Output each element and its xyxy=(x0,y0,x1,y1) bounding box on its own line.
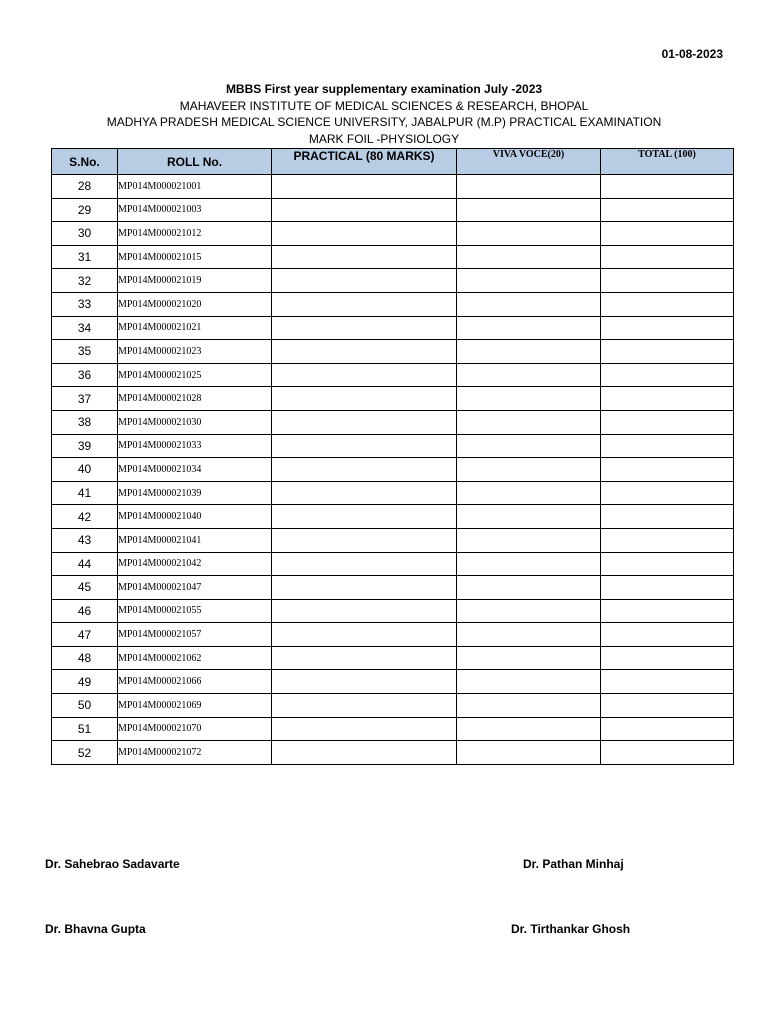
table-row xyxy=(52,387,734,411)
roll-no-cell: MP014M000021066 xyxy=(118,670,272,694)
table-row xyxy=(52,528,734,552)
viva-voce-marks-cell[interactable] xyxy=(457,694,601,718)
column-header-practical: PRACTICAL (80 MARKS) xyxy=(272,149,457,175)
roll-no-cell: MP014M000021021 xyxy=(118,316,272,340)
roll-no-cell: MP014M000021001 xyxy=(118,175,272,199)
roll-no-cell: MP014M000021020 xyxy=(118,292,272,316)
roll-no-cell: MP014M000021033 xyxy=(118,434,272,458)
viva-voce-marks-cell[interactable] xyxy=(457,434,601,458)
viva-voce-marks-cell[interactable] xyxy=(457,458,601,482)
practical-marks-cell[interactable] xyxy=(272,552,457,576)
viva-voce-marks-cell[interactable] xyxy=(457,505,601,529)
practical-marks-cell[interactable] xyxy=(272,741,457,765)
total-marks-cell[interactable] xyxy=(601,269,734,293)
viva-voce-marks-cell[interactable] xyxy=(457,387,601,411)
total-marks-cell[interactable] xyxy=(601,222,734,246)
sno-cell: 52 xyxy=(52,741,118,765)
table-row xyxy=(52,576,734,600)
total-marks-cell[interactable] xyxy=(601,363,734,387)
practical-marks-cell[interactable] xyxy=(272,623,457,647)
column-header-roll-no: ROLL No. xyxy=(118,149,272,175)
roll-no-cell: MP014M000021057 xyxy=(118,623,272,647)
roll-no-cell: MP014M000021055 xyxy=(118,599,272,623)
total-marks-cell[interactable] xyxy=(601,599,734,623)
sno-cell: 38 xyxy=(52,410,118,434)
total-marks-cell[interactable] xyxy=(601,340,734,364)
exam-title: MBBS First year supplementary examination July -2023 xyxy=(225,82,543,96)
practical-marks-cell[interactable] xyxy=(272,198,457,222)
sno-cell: 28 xyxy=(52,175,118,199)
total-marks-cell[interactable] xyxy=(601,505,734,529)
sno-cell: 50 xyxy=(52,694,118,718)
document-header xyxy=(0,81,768,147)
total-marks-cell[interactable] xyxy=(601,694,734,718)
viva-voce-marks-cell[interactable] xyxy=(457,623,601,647)
sno-cell: 37 xyxy=(52,387,118,411)
table-row xyxy=(52,269,734,293)
total-marks-cell[interactable] xyxy=(601,387,734,411)
table-row xyxy=(52,623,734,647)
practical-marks-cell[interactable] xyxy=(272,410,457,434)
roll-no-cell: MP014M000021025 xyxy=(118,363,272,387)
viva-voce-marks-cell[interactable] xyxy=(457,340,601,364)
table-row xyxy=(52,363,734,387)
viva-voce-marks-cell[interactable] xyxy=(457,292,601,316)
table-row xyxy=(52,458,734,482)
table-row xyxy=(52,410,734,434)
table-row xyxy=(52,481,734,505)
table-row xyxy=(52,741,734,765)
table-row xyxy=(52,670,734,694)
viva-voce-marks-cell[interactable] xyxy=(457,481,601,505)
marks-table-body xyxy=(52,175,734,765)
viva-voce-marks-cell[interactable] xyxy=(457,198,601,222)
mark-foil-subtitle: MARK FOIL -PHYSIOLOGY xyxy=(308,131,460,146)
column-header-total: TOTAL (100) xyxy=(601,149,734,175)
total-marks-cell[interactable] xyxy=(601,623,734,647)
practical-marks-cell[interactable] xyxy=(272,505,457,529)
total-marks-cell[interactable] xyxy=(601,245,734,269)
viva-voce-marks-cell[interactable] xyxy=(457,646,601,670)
practical-marks-cell[interactable] xyxy=(272,316,457,340)
table-row xyxy=(52,175,734,199)
sno-cell: 42 xyxy=(52,505,118,529)
roll-no-cell: MP014M000021012 xyxy=(118,222,272,246)
table-row xyxy=(52,245,734,269)
institute-name: MAHAVEER INSTITUTE OF MEDICAL SCIENCES & RESEARCH, BHOPAL xyxy=(179,98,589,113)
sno-cell: 43 xyxy=(52,528,118,552)
viva-voce-marks-cell[interactable] xyxy=(457,741,601,765)
sno-cell: 47 xyxy=(52,623,118,647)
roll-no-cell: MP014M000021034 xyxy=(118,458,272,482)
signatory-bhavna-gupta: Dr. Bhavna Gupta xyxy=(45,922,146,936)
total-marks-cell[interactable] xyxy=(601,717,734,741)
practical-marks-cell[interactable] xyxy=(272,576,457,600)
sno-cell: 33 xyxy=(52,292,118,316)
roll-no-cell: MP014M000021069 xyxy=(118,694,272,718)
roll-no-cell: MP014M000021047 xyxy=(118,576,272,600)
viva-voce-marks-cell[interactable] xyxy=(457,175,601,199)
document-date: 01-08-2023 xyxy=(661,47,723,61)
table-row xyxy=(52,717,734,741)
roll-no-cell: MP014M000021039 xyxy=(118,481,272,505)
sno-cell: 31 xyxy=(52,245,118,269)
sno-cell: 51 xyxy=(52,717,118,741)
viva-voce-marks-cell[interactable] xyxy=(457,245,601,269)
viva-voce-marks-cell[interactable] xyxy=(457,599,601,623)
sno-cell: 44 xyxy=(52,552,118,576)
total-marks-cell[interactable] xyxy=(601,528,734,552)
sno-cell: 45 xyxy=(52,576,118,600)
roll-no-cell: MP014M000021062 xyxy=(118,646,272,670)
table-header-row xyxy=(52,149,734,175)
total-marks-cell[interactable] xyxy=(601,410,734,434)
table-row xyxy=(52,434,734,458)
total-marks-cell[interactable] xyxy=(601,458,734,482)
sno-cell: 48 xyxy=(52,646,118,670)
practical-marks-cell[interactable] xyxy=(272,175,457,199)
roll-no-cell: MP014M000021003 xyxy=(118,198,272,222)
practical-marks-cell[interactable] xyxy=(272,292,457,316)
roll-no-cell: MP014M000021072 xyxy=(118,741,272,765)
viva-voce-marks-cell[interactable] xyxy=(457,410,601,434)
column-header-sno: S.No. xyxy=(52,149,118,175)
total-marks-cell[interactable] xyxy=(601,646,734,670)
practical-marks-cell[interactable] xyxy=(272,434,457,458)
viva-voce-marks-cell[interactable] xyxy=(457,222,601,246)
sno-cell: 32 xyxy=(52,269,118,293)
total-marks-cell[interactable] xyxy=(601,741,734,765)
roll-no-cell: MP014M000021030 xyxy=(118,410,272,434)
practical-marks-cell[interactable] xyxy=(272,646,457,670)
roll-no-cell: MP014M000021040 xyxy=(118,505,272,529)
roll-no-cell: MP014M000021042 xyxy=(118,552,272,576)
total-marks-cell[interactable] xyxy=(601,576,734,600)
table-row xyxy=(52,694,734,718)
column-header-viva-voce: VIVA VOCE(20) xyxy=(457,149,601,175)
signatory-sahebrao-sadavarte: Dr. Sahebrao Sadavarte xyxy=(45,857,180,871)
viva-voce-marks-cell[interactable] xyxy=(457,670,601,694)
viva-voce-marks-cell[interactable] xyxy=(457,717,601,741)
total-marks-cell[interactable] xyxy=(601,292,734,316)
signatory-pathan-minhaj: Dr. Pathan Minhaj xyxy=(523,857,624,871)
roll-no-cell: MP014M000021028 xyxy=(118,387,272,411)
sno-cell: 49 xyxy=(52,670,118,694)
practical-marks-cell[interactable] xyxy=(272,670,457,694)
total-marks-cell[interactable] xyxy=(601,552,734,576)
total-marks-cell[interactable] xyxy=(601,670,734,694)
table-row xyxy=(52,646,734,670)
practical-marks-cell[interactable] xyxy=(272,363,457,387)
roll-no-cell: MP014M000021019 xyxy=(118,269,272,293)
practical-marks-cell[interactable] xyxy=(272,458,457,482)
roll-no-cell: MP014M000021041 xyxy=(118,528,272,552)
sno-cell: 46 xyxy=(52,599,118,623)
practical-marks-cell[interactable] xyxy=(272,528,457,552)
sno-cell: 41 xyxy=(52,481,118,505)
signatory-tirthankar-ghosh: Dr. Tirthankar Ghosh xyxy=(511,922,631,936)
viva-voce-marks-cell[interactable] xyxy=(457,576,601,600)
sno-cell: 35 xyxy=(52,340,118,364)
total-marks-cell[interactable] xyxy=(601,434,734,458)
practical-marks-cell[interactable] xyxy=(272,481,457,505)
total-marks-cell[interactable] xyxy=(601,175,734,199)
sno-cell: 36 xyxy=(52,363,118,387)
total-marks-cell[interactable] xyxy=(601,481,734,505)
roll-no-cell: MP014M000021070 xyxy=(118,717,272,741)
practical-marks-cell[interactable] xyxy=(272,222,457,246)
table-row xyxy=(52,340,734,364)
table-row xyxy=(52,505,734,529)
practical-marks-cell[interactable] xyxy=(272,387,457,411)
table-row xyxy=(52,292,734,316)
practical-marks-cell[interactable] xyxy=(272,340,457,364)
sno-cell: 29 xyxy=(52,198,118,222)
viva-voce-marks-cell[interactable] xyxy=(457,363,601,387)
practical-marks-cell[interactable] xyxy=(272,599,457,623)
table-row xyxy=(52,316,734,340)
practical-marks-cell[interactable] xyxy=(272,717,457,741)
table-row xyxy=(52,599,734,623)
viva-voce-marks-cell[interactable] xyxy=(457,552,601,576)
practical-marks-cell[interactable] xyxy=(272,269,457,293)
practical-marks-cell[interactable] xyxy=(272,245,457,269)
table-row xyxy=(52,198,734,222)
total-marks-cell[interactable] xyxy=(601,198,734,222)
sno-cell: 34 xyxy=(52,316,118,340)
total-marks-cell[interactable] xyxy=(601,316,734,340)
roll-no-cell: MP014M000021023 xyxy=(118,340,272,364)
viva-voce-marks-cell[interactable] xyxy=(457,269,601,293)
sno-cell: 39 xyxy=(52,434,118,458)
sno-cell: 30 xyxy=(52,222,118,246)
table-row xyxy=(52,222,734,246)
sno-cell: 40 xyxy=(52,458,118,482)
table-row xyxy=(52,552,734,576)
viva-voce-marks-cell[interactable] xyxy=(457,528,601,552)
university-name: MADHYA PRADESH MEDICAL SCIENCE UNIVERSITY, JABALPUR (M.P) PRACTICAL EXAMINATION xyxy=(106,115,662,129)
practical-marks-cell[interactable] xyxy=(272,694,457,718)
roll-no-cell: MP014M000021015 xyxy=(118,245,272,269)
marks-table xyxy=(51,148,734,765)
viva-voce-marks-cell[interactable] xyxy=(457,316,601,340)
